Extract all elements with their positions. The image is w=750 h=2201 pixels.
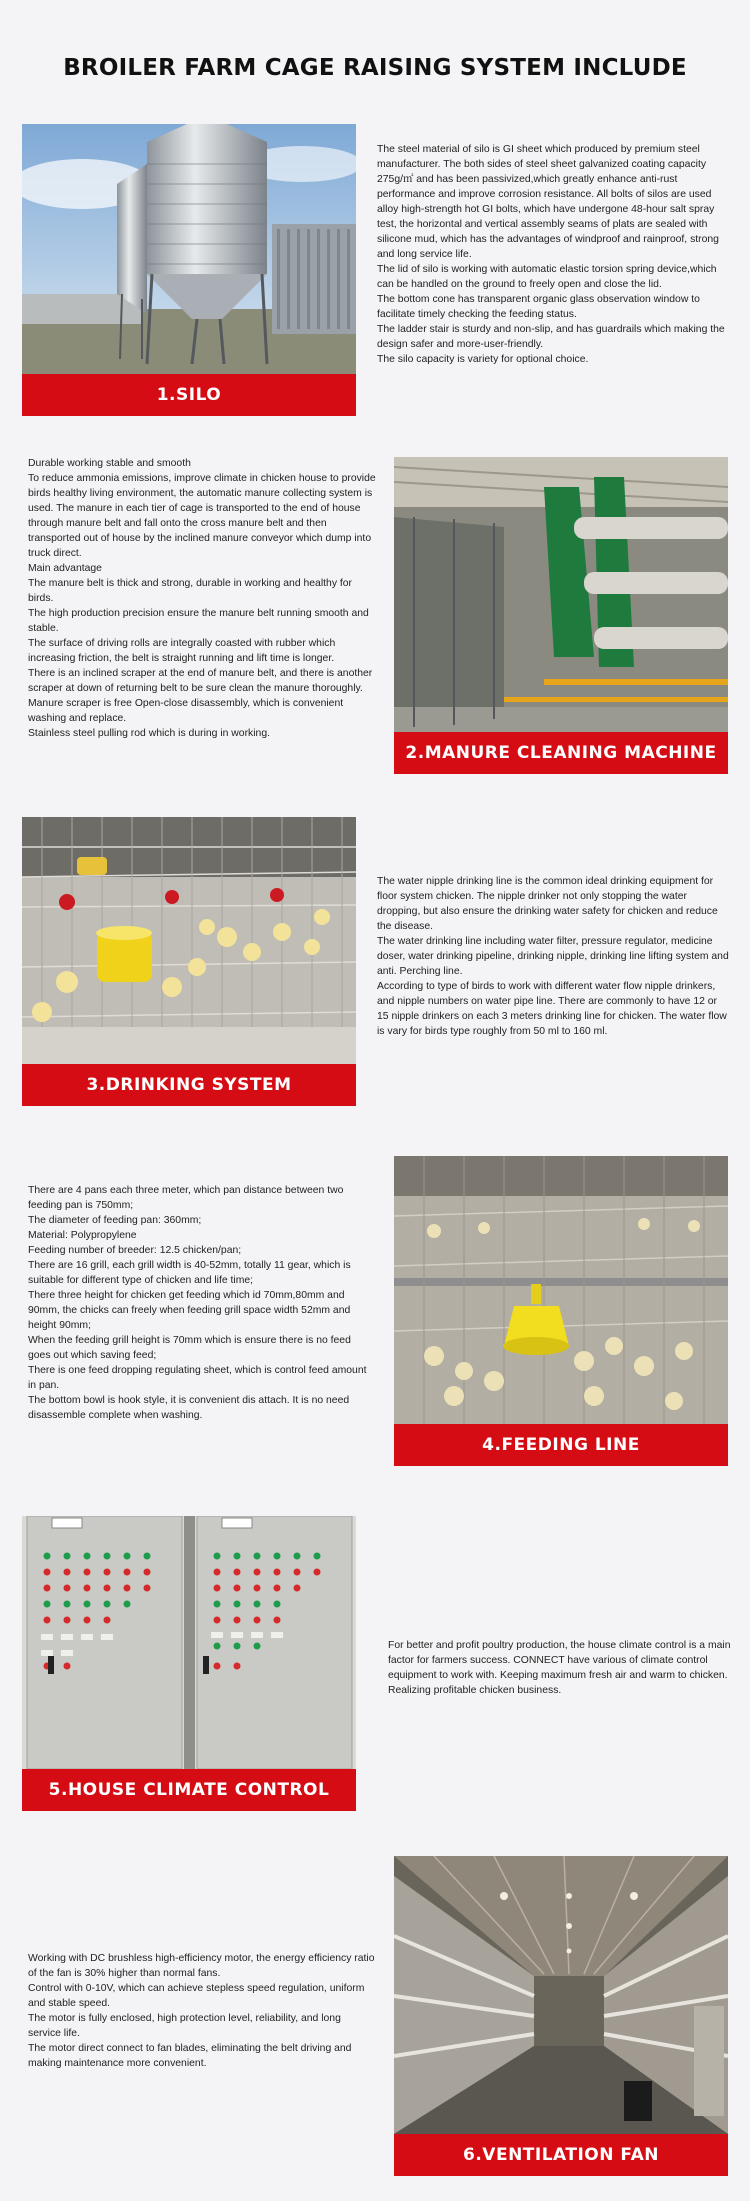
feeding-paragraph: The diameter of feeding pan: 360mm;	[28, 1215, 202, 1226]
ventilation-photo-block	[394, 1856, 728, 2176]
page-title: BROILER FARM CAGE RAISING SYSTEM INCLUDE	[63, 55, 687, 81]
feeding-label: 4.FEEDING LINE	[394, 1424, 728, 1466]
ventilation-photo	[394, 1856, 728, 2134]
silo-label: 1.SILO	[22, 374, 356, 416]
climate-photo-block	[22, 1516, 356, 1811]
climate-paragraph: For better and profit poultry production, the house climate control is a main factor for farmers success. CONNECT have various of climate control equipment to work with. Keeping maximum fresh air and warm to chicken. Realizing profitable chicken business.	[388, 1640, 731, 1696]
manure-paragraph: To reduce ammonia emissions, improve climate in chicken house to provide birds healthy living environment, the automatic manure collecting system is used. The manure in each tier of cage is transported to the end of house through manure belt and fall onto the cross manure belt and then transported out of house by the inclined manure conveyor which dump into truck direct.	[28, 473, 376, 559]
drinking-description	[377, 874, 729, 1039]
climate-label: 5.HOUSE CLIMATE CONTROL	[22, 1769, 356, 1811]
feeding-paragraph: There three height for chicken get feeding which id 70mm,80mm and 90mm, the chicks can freely when feeding grill space width 52mm and height 90mm;	[28, 1290, 351, 1331]
silo-paragraph: The lid of silo is working with automatic elastic torsion spring device,which can be handled on the ground to freely open and close the lid.	[377, 264, 717, 290]
silo-paragraph: The bottom cone has transparent organic glass observation window to facilitate timely checking the feeding status.	[377, 294, 700, 320]
drinking-paragraph: The water nipple drinking line is the common ideal drinking equipment for floor system chicken. The nipple drinker not only stopping the water dropping, but also ensure the drinking water safety for chicken and reduce the disease.	[377, 876, 718, 932]
ventilation-paragraph: Control with 0-10V, which can achieve stepless speed regulation, uniform and stable speed.	[28, 1983, 365, 2009]
feeding-photo-block	[394, 1156, 728, 1466]
manure-paragraph: Manure scraper is free Open-close disassembly, which is convenient washing and replace.	[28, 698, 344, 724]
ventilation-paragraph: The motor is fully enclosed, high protection level, reliability, and long service life.	[28, 2013, 341, 2039]
feeding-paragraph: There are 16 grill, each grill width is 40-52mm, totally 11 gear, which is suitable for different type of chicken and life time;	[28, 1260, 351, 1286]
manure-paragraph: Durable working stable and smooth	[28, 458, 191, 469]
manure-paragraph: The manure belt is thick and strong, durable in working and healthy for birds.	[28, 578, 353, 604]
feeding-paragraph: Material: Polypropylene	[28, 1230, 137, 1241]
feeding-paragraph: The bottom bowl is hook style, it is convenient dis attach. It is no need disassemble complete when washing.	[28, 1395, 350, 1421]
drinking-paragraph: The water drinking line including water filter, pressure regulator, medicine doser, water drinking pipeline, drinking nipple, drinking line lifting system and anti. Perching line.	[377, 936, 729, 977]
manure-photo	[394, 457, 728, 732]
silo-paragraph: The steel material of silo is GI sheet which produced by premium steel manufacturer. The both sides of steel sheet galvanized coating capacity 275g/㎡ and has been passivized,which greatly enhance anti-rust performance and improve corrosion resistance. All bolts of silos are used alloy high-strength hot GI bolts, which have undergone 48-hour salt spray test, the horizontal and vertical assembly seams of plats are sealed with silicone mud, which has the advantages of windproof and rainproof, strong and long service life.	[377, 144, 719, 260]
silo-photo-block	[22, 124, 356, 416]
ventilation-label: 6.VENTILATION FAN	[394, 2134, 728, 2176]
manure-photo-block	[394, 457, 728, 774]
manure-paragraph: There is an inclined scraper at the end of manure belt, and there is another scraper at down of returning belt to be sure clean the manure thoroughly.	[28, 668, 373, 694]
manure-paragraph: The surface of driving rolls are integrally coasted with rubber which increasing friction, the belt is straight running and lift time is longer.	[28, 638, 336, 664]
feeding-paragraph: There is one feed dropping regulating sheet, which is control feed amount in pan.	[28, 1365, 367, 1391]
manure-label: 2.MANURE CLEANING MACHINE	[394, 732, 728, 774]
manure-paragraph: Stainless steel pulling rod which is during in working.	[28, 728, 270, 739]
drinking-photo	[22, 817, 356, 1064]
drinking-paragraph: According to type of birds to work with different water flow nipple drinkers, and nipple numbers on water pipe line. There are commonly to have 12 or 15 nipple drinkers on each 3 meters drinking line for chicken. The water flow is vary for birds type roughly from 50 ml to 160 ml.	[377, 981, 727, 1037]
ventilation-paragraph: Working with DC brushless high-efficiency motor, the energy efficiency ratio of the fan is 30% higher than normal fans.	[28, 1953, 375, 1979]
drinking-photo-block	[22, 817, 356, 1106]
feeding-paragraph: Feeding number of breeder: 12.5 chicken/pan;	[28, 1245, 242, 1256]
feeding-photo	[394, 1156, 728, 1424]
silo-photo	[22, 124, 356, 374]
feeding-paragraph: There are 4 pans each three meter, which pan distance between two feeding pan is 750mm;	[28, 1185, 344, 1211]
manure-paragraph: The high production precision ensure the manure belt running smooth and stable.	[28, 608, 369, 634]
silo-description	[377, 142, 729, 367]
silo-paragraph: The silo capacity is variety for optional choice.	[377, 354, 589, 365]
manure-description	[28, 456, 376, 741]
ventilation-description	[28, 1951, 376, 2071]
climate-photo	[22, 1516, 356, 1769]
climate-description	[388, 1638, 733, 1698]
feeding-paragraph: When the feeding grill height is 70mm which is ensure there is no feed goes out which saving feed;	[28, 1335, 351, 1361]
manure-paragraph: Main advantage	[28, 563, 102, 574]
drinking-label: 3.DRINKING SYSTEM	[22, 1064, 356, 1106]
silo-paragraph: The ladder stair is sturdy and non-slip, and has guardrails which making the design safer and more-user-friendly.	[377, 324, 725, 350]
feeding-description	[28, 1183, 376, 1423]
ventilation-paragraph: The motor direct connect to fan blades, eliminating the belt driving and making maintenance more convenient.	[28, 2043, 352, 2069]
